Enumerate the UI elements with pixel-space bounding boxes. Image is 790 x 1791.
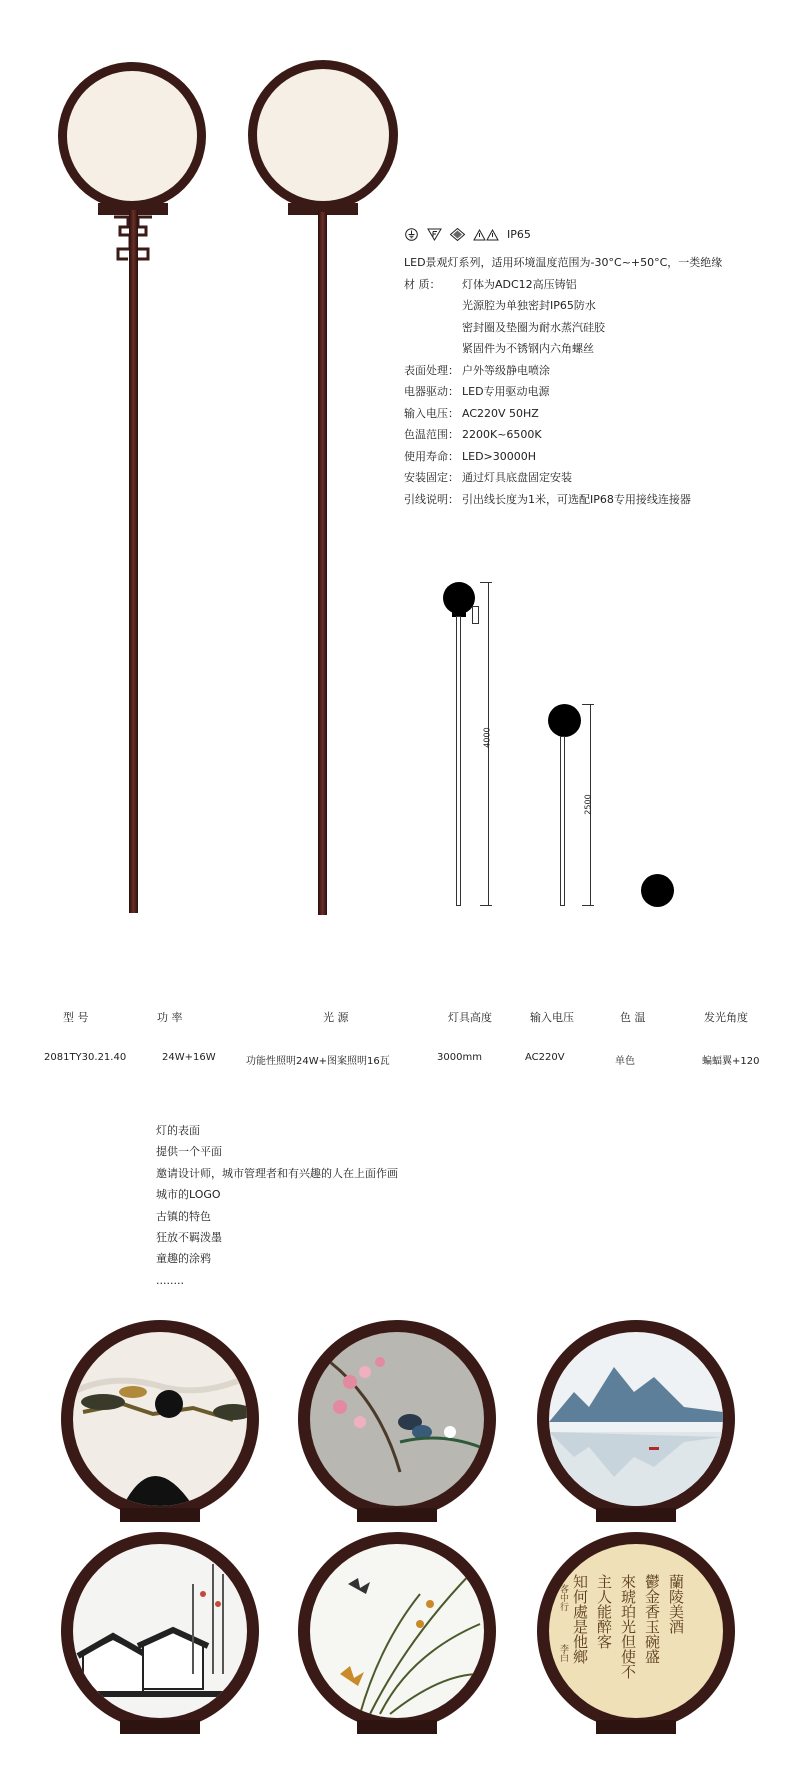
small-lamp-head — [641, 874, 674, 907]
table-cell: 24W+16W — [162, 1052, 216, 1063]
table-header: 型 号 — [63, 1011, 89, 1024]
poem-author: 李白 — [558, 1644, 568, 1662]
art-disc-orchid-butterflies — [298, 1532, 496, 1730]
dim-label-short: 2500 — [583, 794, 593, 815]
spec-block — [404, 252, 722, 510]
poem-column: 蘭陵美酒 — [667, 1574, 685, 1634]
spec-intro: LED景观灯系列，适用环境温度范围为-30°C~+50°C，一类绝缘 — [404, 256, 723, 269]
list-item: 童趣的涂鸦 — [156, 1252, 211, 1266]
spec-row — [404, 381, 722, 403]
f-mark-icon — [427, 228, 442, 241]
dim-label-tall: 4000 — [482, 727, 492, 748]
spec-material-line: 密封圈及垫圈为耐水蒸汽硅胶 — [462, 320, 605, 334]
art-disc-poem-calligraphy — [537, 1532, 735, 1730]
poem-side-title: 客中行 — [558, 1584, 568, 1611]
table-header: 发光角度 — [704, 1011, 748, 1024]
spec-label: 引线说明： — [404, 492, 459, 506]
list-item: 灯的表面 — [156, 1124, 200, 1137]
list-item: 提供一个平面 — [156, 1145, 222, 1159]
table-cell: 功能性照明24W+图案照明16瓦 — [246, 1056, 390, 1067]
short-lamp-head — [548, 704, 581, 737]
list-item: 狂放不羁泼墨 — [156, 1231, 222, 1245]
spec-row — [404, 467, 722, 489]
spec-value: 通过灯具底盘固定安装 — [462, 471, 572, 484]
table-header: 功 率 — [157, 1011, 183, 1024]
spec-value: AC220V 50HZ — [462, 406, 539, 420]
table-cell: AC220V — [525, 1052, 565, 1063]
list-item: 城市的LOGO — [156, 1188, 221, 1202]
table-header: 光 源 — [323, 1011, 349, 1024]
spec-row-material — [404, 274, 722, 296]
notes-list — [156, 1120, 398, 1291]
spec-material-line: 紧固件为不锈钢内六角螺丝 — [462, 342, 594, 355]
spec-value: LED专用驱动电源 — [462, 385, 550, 398]
table-cell: 单色 — [615, 1056, 635, 1067]
poem-column: 來琥珀光但使不 — [619, 1574, 637, 1679]
table-header: 灯具高度 — [448, 1011, 492, 1024]
list-item: ........ — [156, 1273, 184, 1287]
table-cell: 3000mm — [437, 1052, 482, 1063]
spec-label: 材 质： — [404, 277, 441, 291]
short-lamp-pole — [560, 736, 565, 906]
ground-icon — [404, 228, 419, 241]
ip-rating: IP65 — [507, 228, 531, 241]
spec-row — [404, 360, 722, 382]
warning-triangles-icon — [473, 228, 499, 241]
poem-column: 知何處是他鄉 — [571, 1574, 589, 1664]
table-header: 色 温 — [620, 1011, 646, 1024]
spec-label: 使用寿命： — [404, 449, 459, 463]
list-item: 邀请设计师，城市管理者和有兴趣的人在上面作画 — [156, 1166, 398, 1180]
spec-value: LED>30000H — [462, 449, 537, 463]
spec-label: 色温范围： — [404, 428, 459, 441]
poem-column: 鬱金香玉碗盛 — [643, 1574, 661, 1664]
spec-row — [404, 446, 722, 468]
spec-row — [404, 403, 722, 425]
table-header: 输入电压 — [530, 1011, 574, 1024]
spec-value: 灯体为ADC12高压铸铝 — [462, 277, 577, 291]
spec-label: 输入电压： — [404, 406, 459, 420]
list-item: 古镇的特色 — [156, 1209, 211, 1223]
spec-label: 安装固定： — [404, 471, 459, 484]
art-disc-pine-moon — [61, 1320, 259, 1518]
spec-label: 表面处理： — [404, 363, 459, 377]
spec-row — [404, 489, 722, 511]
cert-icons-row — [404, 228, 531, 241]
tall-lamp-head — [443, 582, 475, 614]
table-cell: 蝙蝠翼+120 — [702, 1056, 760, 1067]
spec-material-line: 光源腔为单独密封IP65防水 — [462, 299, 596, 312]
poem-column: 主人能醉客 — [595, 1574, 613, 1649]
diamond-pattern-icon — [450, 228, 465, 241]
spec-value: 户外等级静电喷涂 — [462, 363, 550, 377]
table-cell: 2081TY30.21.40 — [44, 1052, 127, 1063]
spec-row — [404, 424, 722, 446]
poem-text — [571, 1574, 685, 1679]
spec-value: 2200K~6500K — [462, 428, 542, 441]
art-disc-ink-village — [61, 1532, 259, 1730]
art-disc-blue-mountains — [537, 1320, 735, 1518]
art-disc-blossom-birds — [298, 1320, 496, 1518]
spec-label: 电器驱动： — [404, 385, 459, 398]
tall-lamp-pole — [456, 616, 461, 906]
spec-value: 引出线长度为1米，可选配IP68专用接线连接器 — [462, 492, 691, 506]
